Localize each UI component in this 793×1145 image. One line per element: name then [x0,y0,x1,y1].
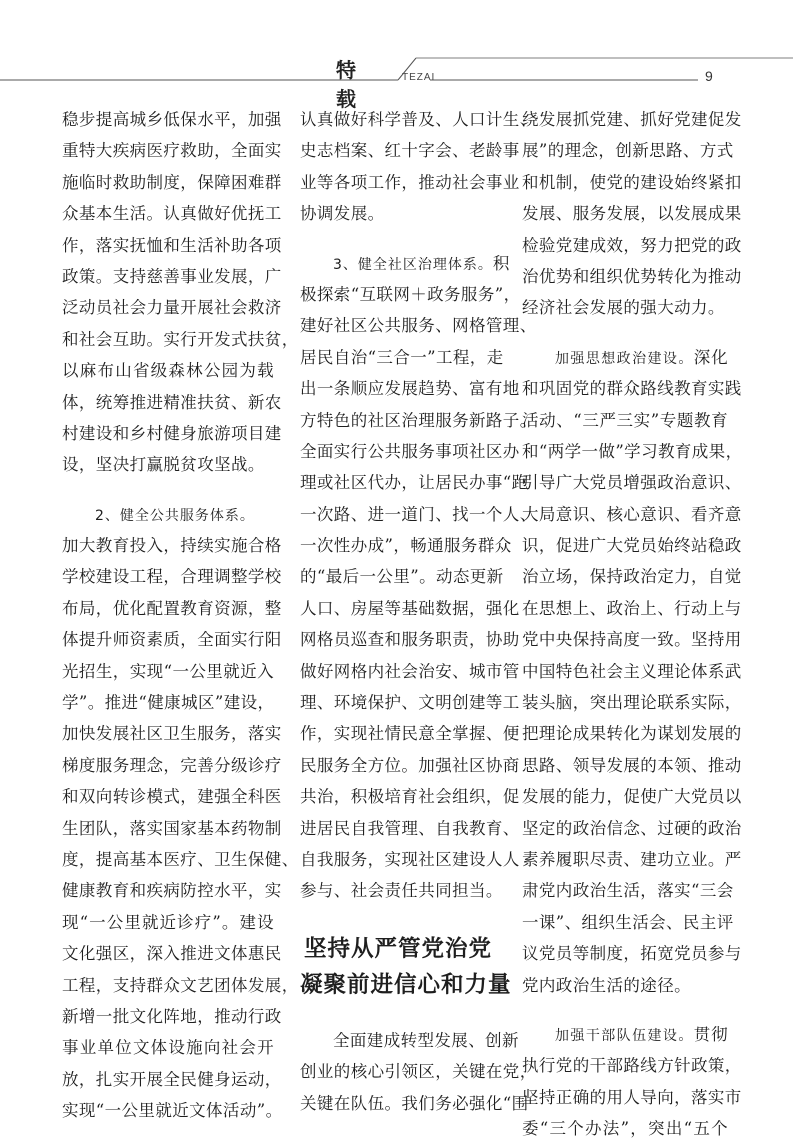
paragraph [522,1019,742,1145]
paragraph-lead: 2、健全公共服务体系。 [95,507,255,524]
paragraph-lead: 加强干部队伍建设。 [555,1027,694,1044]
text-line: 委“三个办法”，突出“五个 [522,1119,728,1139]
text-line: 经济社会发展的强大动力。 [522,298,725,318]
text-line: 学”。推进“健康城区”建设， [62,693,275,713]
text-line: 肃党内政治生活，落实“三会 [522,881,734,901]
text-line: 党中央保持高度一致。坚持用 [522,630,742,650]
text-line: 自我服务，实现社区建设人人 [300,849,520,869]
text-line: 识，促进广大党员始终站稳政 [522,536,742,556]
paragraph-lead-line [522,1019,728,1050]
text-line: 工程，支持群众文艺团体发展， [62,975,299,995]
text-line: 梯度服务理念，完善分级诊疗 [62,755,282,775]
text-column-2 [300,104,537,1119]
text-line: 参与、社会责任共同担当。 [300,881,503,901]
text-line: 文化强区，深入推进文体惠民 [62,944,282,964]
text-line: 网格员巡查和服务职责，协助 [300,630,520,650]
text-line: 和社会互助。实行开发式扶贫， [62,329,299,349]
text-line: 体提升师资素质，全面实行阳 [62,630,282,650]
text-line: 作，落实抚恤和生活补助各项 [62,235,282,255]
text-line: 全面建成转型发展、创新 [333,1030,519,1050]
text-line: 做好网格内社会治安、城市管 [300,661,520,681]
paragraph [300,248,537,907]
text-line: 和机制，使党的建设始终紧扣 [522,172,742,192]
paragraph [522,104,742,324]
text-line: 全面实行公共服务事项社区办 [300,441,520,461]
text-line: 装头脑，突出理论联系实际， [522,693,742,713]
text-line: 作，实现社情民意全掌握、便 [300,724,520,744]
text-line: 重特大疾病医疗救助，全面实 [62,141,282,161]
text-line: 议党员等制度，拓宽党员参与 [522,944,742,964]
text-line: 创业的核心引领区，关键在党， [300,1062,537,1082]
text-line: 发展、服务发展，以发展成果 [522,204,742,224]
text-line: 泛动员社会力量开展社会救济 [62,298,282,318]
text-line: 稳步提高城乡低保水平，加强 [62,110,282,129]
text-line: 检验党建成效，努力把党的政 [522,235,742,255]
text-line: 众基本生活。认真做好优抚工 [62,204,282,224]
text-line: 党内政治生活的途径。 [522,975,691,995]
text-line: 业等各项工作，推动社会事业 [300,172,520,192]
text-line: 活动、“三严三实”专题教育 [522,410,728,430]
paragraph [300,1025,537,1119]
text-line: 一课”、组织生活会、民主评 [522,912,734,932]
text-line: 共治，积极培育社会组织，促 [300,787,520,807]
text-line: 光招生，实现“一公里就近入 [62,661,274,681]
text-line: 人口、房屋等基础数据，强化 [300,598,520,618]
text-line: 以麻布山省级森林公园为载 [62,361,274,381]
text-line: 绕发展抓党建、抓好党建促发 [522,110,742,129]
text-line: 和双向转诊模式，建强全科医 [62,787,282,807]
text-line: 协调发展。 [300,204,385,224]
text-line: 关键在队伍。我们务必强化“围 [300,1093,529,1113]
text-line: 建好社区公共服务、网格管理、 [300,316,537,336]
text-line: 民服务全方位。加强社区协商 [300,755,520,775]
paragraph [62,104,299,481]
text-line: 体，统筹推进精准扶贫、新农 [62,392,282,412]
section-heading-line: 坚持从严管党治党 [303,935,492,962]
text-line: 中国特色社会主义理论体系武 [522,661,742,681]
page-number: 9 [705,68,713,84]
text-line: 居民自治“三合一”工程，走 [300,347,504,367]
text-line: 治立场，保持政治定力，自觉 [522,567,742,587]
section-subtitle: TEZAI [402,72,436,83]
text-line: 一次性办成”，畅通服务群众 [300,536,512,556]
paragraph [62,499,299,1127]
text-line: 和“两学一做”学习教育成果， [522,441,743,461]
text-line: 把理论成果转化为谋划发展的 [522,724,742,744]
text-line: 和巩固党的群众路线教育实践 [522,379,742,399]
text-line: 生团队，落实国家基本药物制 [62,818,282,838]
text-line: 执行党的干部路线方针政策， [522,1056,742,1076]
text-line: 学校建设工程，合理调整学校 [62,567,282,587]
text-line: 理或社区代办，让居民办事“跑 [300,473,529,493]
header-rule-graphic [0,0,793,100]
text-line: 现“一公里就近诊疗”。建设 [62,912,274,932]
page-header [0,0,793,111]
section-heading [300,931,512,1003]
paragraph-lead-line [300,248,510,279]
text-line: 在思想上、政治上、行动上与 [522,598,742,618]
text-line: 放，扎实开展全民健身运动， [62,1069,282,1089]
text-line: 史志档案、红十字会、老龄事 [300,141,520,161]
text-line: 新增一批文化阵地，推动行政 [62,1006,282,1026]
text-line: 出一条顺应发展趋势、富有地 [300,379,520,399]
paragraph-lead-tail: 积 [492,253,510,273]
text-line: 坚定的政治信念、过硬的政治 [522,818,742,838]
text-line: 健康教育和疾病防控水平，实 [62,881,282,901]
text-line: 坚持正确的用人导向，落实市 [522,1087,742,1107]
text-line: 加快发展社区卫生服务，落实 [62,724,282,744]
text-line: 认真做好科学普及、人口计生、 [300,110,537,129]
paragraph [300,104,537,230]
text-line: 度，提高基本医疗、卫生保健、 [62,849,299,869]
text-line: 进居民自我管理、自我教育、 [300,818,520,838]
text-line: 加大教育投入，持续实施合格 [62,536,282,556]
text-line: 政策。支持慈善事业发展，广 [62,266,282,286]
text-line: 展”的理念，创新思路、方式 [522,141,734,161]
text-line: 思路、领导发展的本领、推动 [522,755,742,775]
paragraph-lead-tail: 深化 [693,347,729,367]
paragraph-lead-line [62,499,274,530]
text-line: 的“最后一公里”。动态更新 [300,567,504,587]
text-line: 布局，优化配置教育资源，整 [62,598,282,618]
text-line: 村建设和乡村健身旅游项目建 [62,423,282,443]
text-line: 方特色的社区治理服务新路子。 [300,410,537,430]
paragraph-lead-line [522,342,728,373]
section-title: 特 载 [336,58,362,111]
paragraph-lead-tail: 贯彻 [693,1024,729,1044]
paragraph [522,342,743,1001]
text-line: 极探索“互联网＋政务服务”， [300,284,521,304]
text-line: 实现“一公里就近文体活动”。 [62,1101,283,1121]
text-column-3 [522,104,743,1145]
section-heading-line: 凝聚前进信心和力量 [300,971,512,998]
text-line: 发展的能力，促使广大党员以 [522,787,742,807]
text-line: 施临时救助制度，保障困难群 [62,172,282,192]
text-line: 素养履职尽责、建功立业。严 [522,849,742,869]
text-line: 治优势和组织优势转化为推动 [522,266,742,286]
text-line: 事业单位文体设施向社会开 [62,1038,274,1058]
paragraph-lead: 加强思想政治建设。 [555,350,694,367]
text-column-1 [62,104,299,1127]
text-line: 理、环境保护、文明创建等工 [300,693,520,713]
text-line: 设，坚决打赢脱贫攻坚战。 [62,455,265,475]
text-line: 引导广大党员增强政治意识、 [522,473,742,493]
text-line: 大局意识、核心意识、看齐意 [522,504,742,524]
paragraph-lead: 3、健全社区治理体系。 [333,256,493,273]
text-line: 一次路、进一道门、找一个人、 [300,504,537,524]
